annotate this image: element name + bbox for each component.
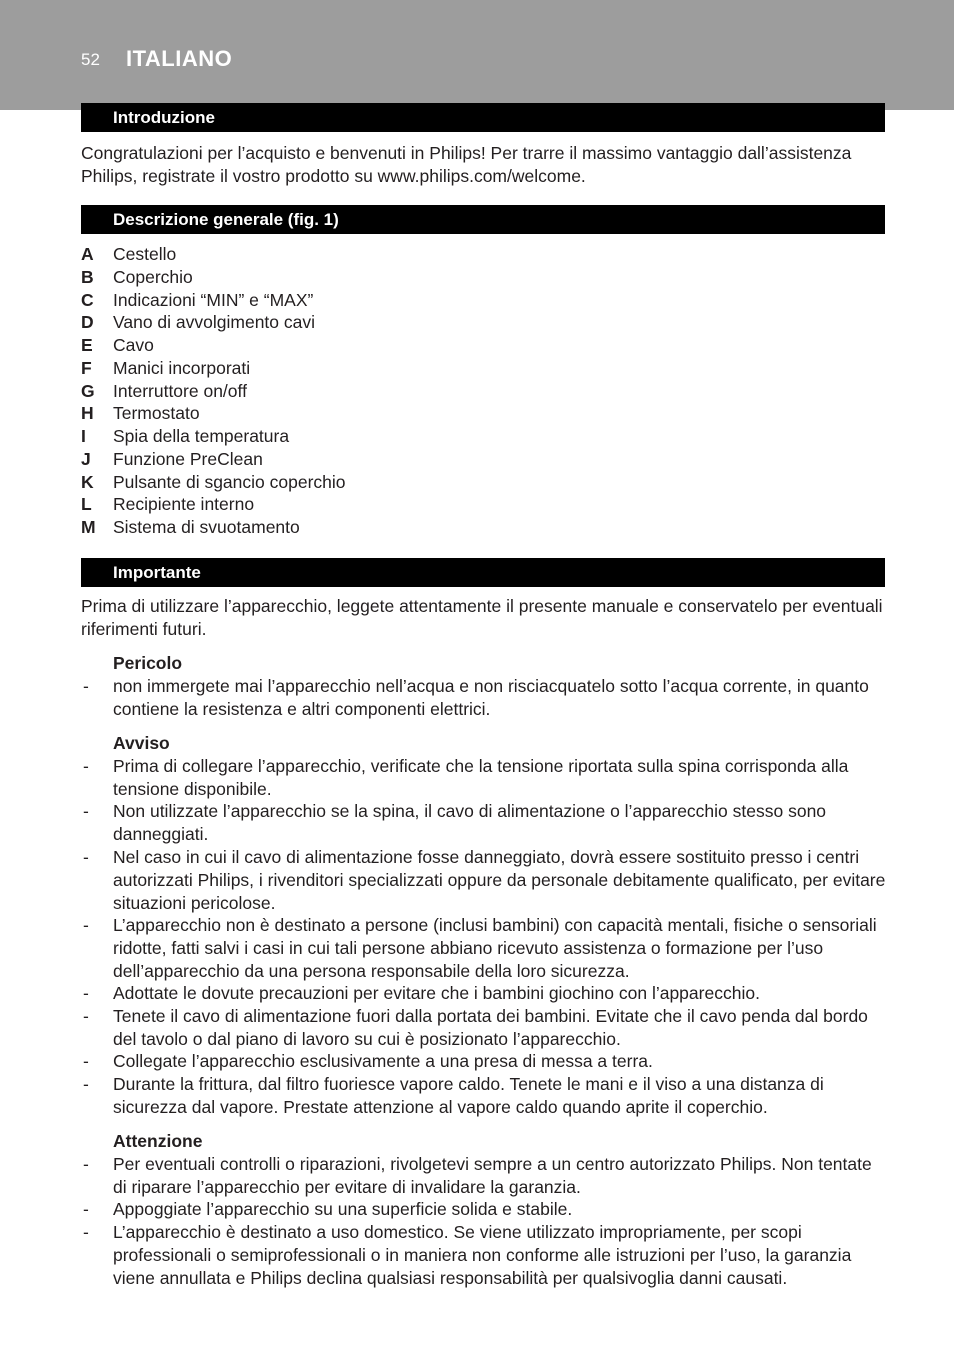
danger-item: non immergete mai l’apparecchio nell’acqua e non risciacquatelo sotto l’acqua corrente, in quanto contiene la resistenza e altri componenti elettrici. [113,676,869,719]
part-name: Pulsante di sgancio coperchio [113,471,346,492]
bullet-dash: - [83,1154,89,1174]
bullet-dash: - [83,983,89,1003]
list-item [81,402,881,425]
part-letter: M [81,517,96,537]
bullet-dash: - [83,801,89,821]
bullet-dash: - [83,676,89,696]
important-intro-paragraph: Prima di utilizzare l’apparecchio, leggete attentamente il presente manuale e conservatelo per eventuali riferimenti futuri. [81,596,883,639]
list-item [81,471,881,494]
part-letter: F [81,357,92,378]
bullet-dash: - [83,1074,89,1094]
part-name: Spia della temperatura [113,426,290,446]
list-item [81,425,881,448]
section-heading-overview: Descrizione generale (fig. 1) [81,205,885,234]
bullet-dash: - [83,1199,89,1219]
list-item [81,266,881,289]
part-letter: H [81,403,94,424]
page-number: 52 [81,50,100,69]
list-item [81,334,881,357]
part-name: Vano di avvolgimento cavi [113,312,316,333]
part-name: Sistema di svuotamento [113,517,300,537]
bullet-dash: - [83,1222,89,1242]
list-item [81,675,886,721]
section-heading-important: Importante [81,558,885,587]
warning-item: Durante la frittura, dal filtro fuoriesce vapore caldo. Tenete le mani e il viso a una distanza di sicurezza dal vapore. Prestate attenzione al vapore caldo quando aprite il coperchio. [113,1074,824,1117]
language-title: ITALIANO [126,46,233,71]
list-item [81,914,886,983]
warning-item: L’apparecchio non è destinato a persone (inclusi bambini) con capacità mentali, fisiche o sensoriali ridotte, fatti salvi i casi in cui tali persone abbiano ricevuto assistenza o formazione per l’uso dell’apparecchio da una persona responsabile della loro sicurezza. [113,915,877,981]
part-name: Manici incorporati [113,357,251,378]
danger-subheading: Pericolo [113,653,183,673]
warning-subheading: Avviso [113,733,170,753]
list-item [81,380,881,403]
list-item [81,1198,886,1221]
warning-item: Prima di collegare l’apparecchio, verificate che la tensione riportata sulla spina corrisponda alla tensione disponibile. [113,756,849,799]
part-letter: B [81,266,94,287]
part-letter: G [81,380,95,401]
intro-paragraph: Congratulazioni per l’acquisto e benvenuti in Philips! Per trarre il massimo vantaggio dall’assistenza Philips, registrate il vostro prodotto su www.philips.com/welcome. [81,143,852,186]
part-letter: L [81,494,92,515]
part-name: Coperchio [113,266,193,287]
part-letter: E [81,335,93,355]
caution-subheading: Attenzione [113,1131,203,1151]
bullet-dash: - [83,756,89,776]
part-name: Cavo [113,335,154,355]
list-item [81,311,881,334]
part-name: Indicazioni “MIN” e “MAX” [113,289,314,310]
bullet-dash: - [83,1006,89,1026]
list-item [81,1153,886,1199]
part-letter: A [81,244,94,264]
list-item [81,243,881,266]
part-letter: I [81,426,86,446]
list-item [81,800,886,846]
list-item [81,1073,886,1119]
part-name: Interruttore on/off [113,380,247,401]
list-item [81,846,886,915]
caution-item: Per eventuali controlli o riparazioni, rivolgetevi sempre a un centro autorizzato Philips. Non tentate di riparare l’apparecchio per evitare di invalidare la garanzia. [113,1154,872,1197]
part-letter: J [81,448,91,469]
warning-item: Non utilizzate l’apparecchio se la spina, il cavo di alimentazione o l’apparecchio stesso sono danneggiati. [113,801,827,844]
part-letter: K [81,471,94,492]
caution-item: L’apparecchio è destinato a uso domestico. Se viene utilizzato impropriamente, per scopi professionali o semiprofessionali o in maniera non conforme alle istruzioni per l’uso, la garanzia viene annullata e Philips declina qualsiasi responsabilità per qualsivoglia danni causati. [113,1222,852,1288]
list-item [81,448,881,471]
warning-item: Collegate l’apparecchio esclusivamente a una presa di messa a terra. [113,1051,653,1071]
bullet-dash: - [83,1051,89,1071]
list-item [81,755,886,801]
list-item [81,1221,886,1290]
warning-item: Nel caso in cui il cavo di alimentazione fosse danneggiato, dovrà essere sostituito presso i centri autorizzati Philips, i rivenditori specializzati oppure da personale debitamente qualificato, per evitare situazioni pericolose. [113,847,886,913]
page-header [0,0,954,110]
list-item [81,982,886,1005]
parts-list [81,243,881,539]
list-item [81,1050,886,1073]
list-item [81,516,881,539]
part-letter: D [81,312,94,333]
part-name: Cestello [113,244,177,264]
list-item [81,357,881,380]
warning-item: Tenete il cavo di alimentazione fuori dalla portata dei bambini. Evitate che il cavo penda dal bordo del tavolo o dal piano di lavoro su cui è posizionato l’apparecchio. [113,1006,868,1049]
section-heading-introduction: Introduzione [81,103,885,132]
list-item [81,493,881,516]
list-item [81,289,881,312]
list-item [81,1005,886,1051]
warning-item: Adottate le dovute precauzioni per evitare che i bambini giochino con l’apparecchio. [113,983,760,1003]
part-name: Funzione PreClean [113,448,263,469]
caution-item: Appoggiate l’apparecchio su una superficie solida e stabile. [113,1199,573,1219]
part-letter: C [81,289,94,310]
bullet-dash: - [83,847,89,867]
bullet-dash: - [83,915,89,935]
part-name: Recipiente interno [113,494,255,515]
part-name: Termostato [113,403,200,424]
